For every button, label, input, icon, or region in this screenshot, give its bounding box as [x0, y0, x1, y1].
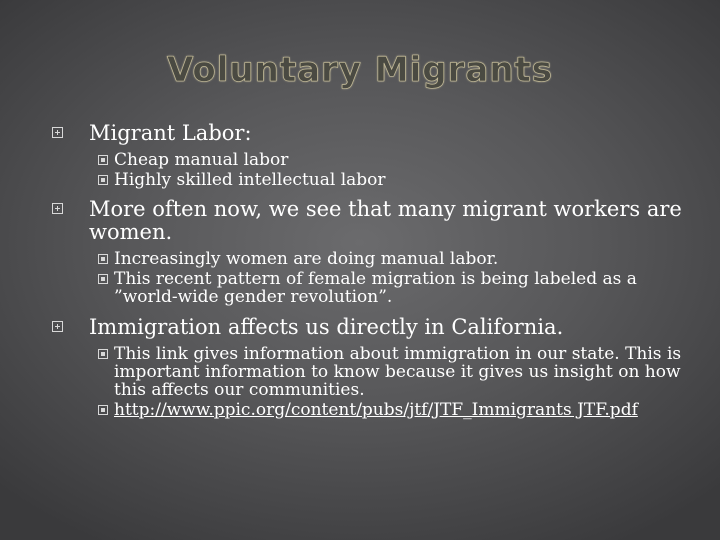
square-bullet-icon: [98, 175, 108, 185]
bullet-text: Immigration affects us directly in California.: [89, 315, 564, 339]
bullet-level1: [52, 198, 692, 244]
square-bullet-icon: [98, 405, 108, 415]
bullet-level1: [52, 122, 692, 145]
bullet-text: Highly skilled intellectual labor: [114, 170, 386, 190]
bullet-text: Increasingly women are doing manual labor.: [114, 249, 499, 269]
bullet-text: Cheap manual labor: [114, 150, 289, 170]
ppic-immigrants-link[interactable]: http://www.ppic.org/content/pubs/jtf/JTF_Immigrants JTF.pdf: [114, 400, 638, 420]
square-bullet-icon: [98, 349, 108, 359]
point-california: [52, 316, 692, 419]
point-migrant-labor: [52, 122, 692, 189]
bullet-level2: [52, 171, 692, 189]
slide-title: Voluntary Migrants: [166, 50, 554, 90]
slide-content: [52, 122, 692, 429]
plus-box-bullet-icon: [52, 127, 63, 138]
square-bullet-icon: [98, 155, 108, 165]
bullet-level2: [52, 250, 692, 268]
plus-box-bullet-icon: [52, 321, 63, 332]
bullet-level2: [52, 151, 692, 169]
point-women-workers: [52, 198, 692, 306]
sub-bullet-list: [52, 250, 692, 306]
sub-bullet-list: [52, 151, 692, 189]
bullet-text: More often now, we see that many migrant workers are women.: [89, 197, 682, 244]
bullet-text: This link gives information about immigration in our state. This is important information to know because it gives us insight on how this affects our communities.: [114, 344, 682, 400]
sub-bullet-list: [52, 345, 692, 419]
square-bullet-icon: [98, 274, 108, 284]
bullet-level1: [52, 316, 692, 339]
plus-box-bullet-icon: [52, 203, 63, 214]
square-bullet-icon: [98, 254, 108, 264]
bullet-level2: [52, 345, 692, 399]
bullet-text: Migrant Labor:: [89, 121, 252, 145]
bullet-text: This recent pattern of female migration is being labeled as a ”world-wide gender revolution”.: [114, 269, 637, 307]
bullet-level2: [52, 401, 692, 419]
bullet-level2: [52, 270, 692, 306]
